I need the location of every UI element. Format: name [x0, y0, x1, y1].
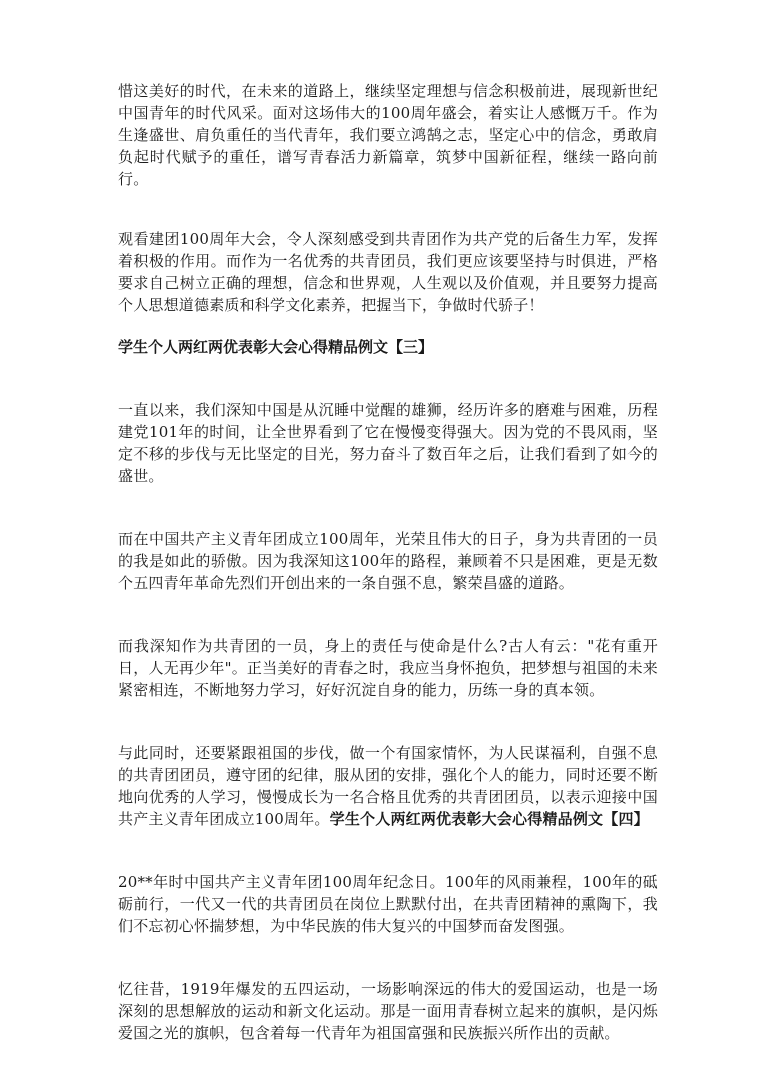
- paragraph-6-with-heading: [118, 742, 658, 830]
- section-heading-3: 学生个人两红两优表彰大会心得精品例文【三】: [118, 338, 434, 356]
- paragraph-6-text: 与此同时，还要紧跟祖国的步伐，做一个有国家情怀，为人民谋福利，自强不息的共青团团员，遵守团的纪律，服从团的安排，强化个人的能力，同时还要不断地向优秀的人学习，慢慢成长为一名合格且优秀的共青团团员，以表示迎接中国共产主义青年团成立100周年。: [118, 744, 658, 828]
- paragraph-5: 而我深知作为共青团的一员，身上的责任与使命是什么?古人有云："花有重开日，人无再少年"。正当美好的青春之时，我应当身怀抱负，把梦想与祖国的未来紧密相连，不断地努力学习，好好沉淀自身的能力，历练一身的真本领。: [118, 637, 658, 699]
- paragraph-4: 而在中国共产主义青年团成立100周年，光荣且伟大的日子，身为共青团的一员的我是如此的骄傲。因为我深知这100年的路程，兼顾着不只是困难，更是无数个五四青年革命先烈们开创出来的一条自强不息，繁荣昌盛的道路。: [118, 530, 658, 592]
- document-page: [118, 80, 658, 1085]
- paragraph-3: 一直以来，我们深知中国是从沉睡中觉醒的雄狮，经历许多的磨难与困难，历程建党101年的时间，让全世界看到了它在慢慢变得强大。因为党的不畏风雨，坚定不移的步伐与无比坚定的目光，努力奋斗了数百年之后，让我们看到了如今的盛世。: [118, 401, 658, 485]
- paragraph-1: 惜这美好的时代，在未来的道路上，继续坚定理想与信念积极前进，展现新世纪中国青年的时代风采。面对这场伟大的100周年盛会，着实让人感慨万千。作为生逢盛世、肩负重任的当代青年，我们要立鸿鹄之志，坚定心中的信念，勇敢肩负起时代赋予的重任，谱写青春活力新篇章，筑梦中国新征程，继续一路向前行。: [118, 82, 658, 188]
- paragraph-2: 观看建团100周年大会，令人深刻感受到共青团作为共产党的后备生力军，发挥着积极的作用。而作为一名优秀的共青团员，我们更应该要坚持与时俱进，严格要求自己树立正确的理想，信念和世界观，人生观以及价值观，并且要努力提高个人思想道德素质和科学文化素养，把握当下，争做时代骄子！: [118, 230, 658, 314]
- paragraph-8: 忆往昔，1919年爆发的五四运动，一场影响深远的伟大的爱国运动，也是一场深刻的思想解放的运动和新文化运动。那是一面用青春树立起来的旗帜，是闪烁爱国之光的旗帜，包含着每一代青年为祖国富强和民族振兴所作出的贡献。: [118, 980, 658, 1042]
- paragraph-7: 20**年时中国共产主义青年团100周年纪念日。100年的风雨兼程，100年的砥砺前行，一代又一代的共青团员在岗位上默默付出，在共青团精神的熏陶下，我们不忘初心怀揣梦想，为中华民族的伟大复兴的中国梦而奋发图强。: [118, 873, 658, 935]
- section-heading-4: 学生个人两红两优表彰大会心得精品例文【四】: [329, 810, 649, 828]
